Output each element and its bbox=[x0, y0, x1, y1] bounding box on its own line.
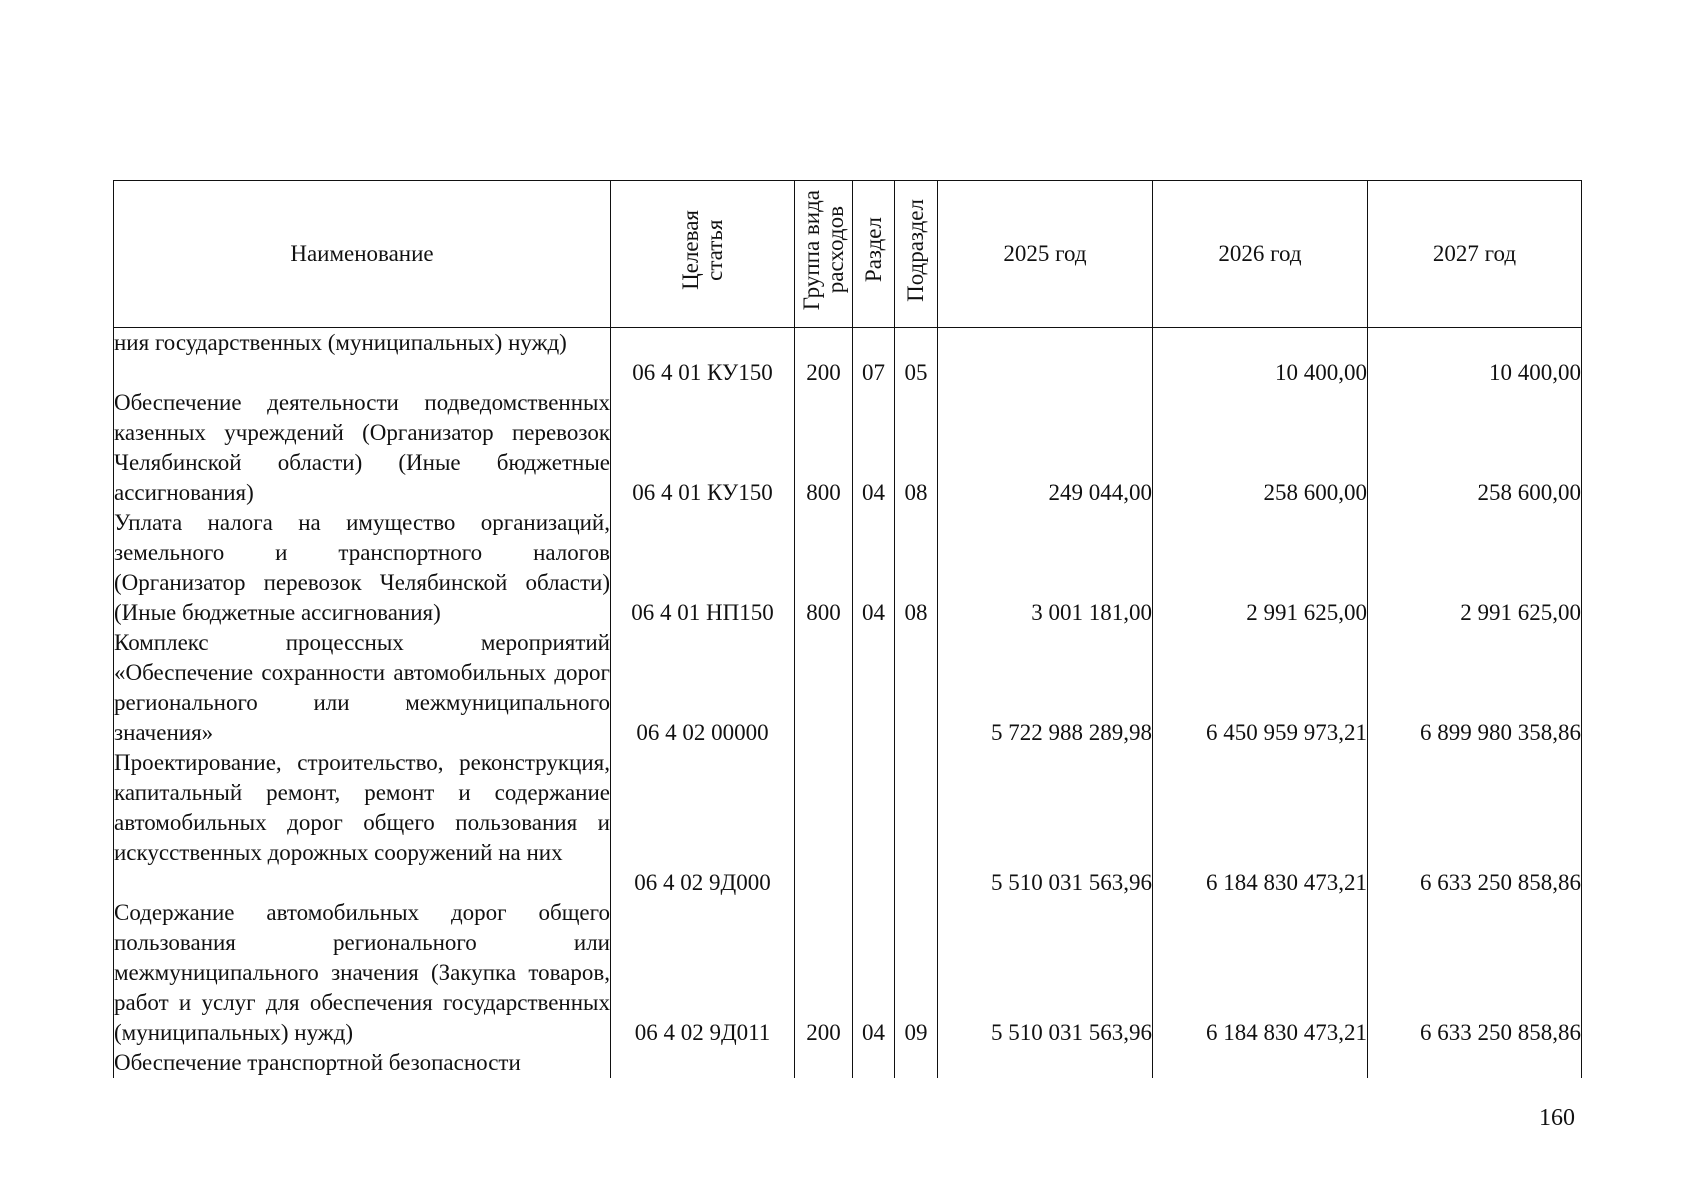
header-2025-text: 2025 год bbox=[1003, 241, 1087, 266]
header-target-article bbox=[611, 181, 795, 328]
header-row bbox=[114, 181, 1582, 328]
row-amount-2026-cell: 258 600,00 bbox=[1153, 388, 1368, 508]
header-expense-group-text bbox=[800, 190, 848, 310]
header-subsection bbox=[895, 181, 938, 328]
header-section bbox=[853, 181, 895, 328]
row-amount-2026-cell: 6 450 959 973,21 bbox=[1153, 628, 1368, 748]
header-subsection-text: Подраздел bbox=[903, 198, 928, 302]
header-target-line2: статья bbox=[701, 219, 727, 281]
row-amount-2027-cell: 6 899 980 358,86 bbox=[1368, 628, 1582, 748]
table-row bbox=[114, 508, 1582, 628]
row-target-article-cell: 06 4 02 9Д011 bbox=[611, 898, 795, 1048]
row-subsection-cell bbox=[895, 748, 938, 898]
row-amount-2025-cell: 5 510 031 563,96 bbox=[938, 748, 1153, 898]
row-subsection-cell: 08 bbox=[895, 388, 938, 508]
header-target-article-text bbox=[679, 210, 727, 290]
row-expense-group-cell: 200 bbox=[795, 328, 853, 388]
row-subsection-cell: 05 bbox=[895, 328, 938, 388]
row-subsection-cell: 09 bbox=[895, 898, 938, 1048]
row-amount-2025-cell: 5 510 031 563,96 bbox=[938, 898, 1153, 1048]
row-target-article-cell: 06 4 01 КУ150 bbox=[611, 388, 795, 508]
row-expense-group-cell: 800 bbox=[795, 388, 853, 508]
row-expense-group-cell bbox=[795, 1048, 853, 1078]
row-name-cell: Содержание автомобильных дорог общего пользования регионального или межмуниципального значения (Закупка товаров, работ и услуг для обеспечения государственных (муниципальных) нужд) bbox=[114, 898, 611, 1048]
row-amount-2026-cell: 2 991 625,00 bbox=[1153, 508, 1368, 628]
row-target-article-cell: 06 4 02 00000 bbox=[611, 628, 795, 748]
header-group-line1: Группа вида bbox=[798, 189, 824, 311]
row-expense-group-cell bbox=[795, 748, 853, 898]
header-2026-text: 2026 год bbox=[1218, 241, 1302, 266]
row-target-article-cell: 06 4 01 НП150 bbox=[611, 508, 795, 628]
row-amount-2026-cell: 10 400,00 bbox=[1153, 328, 1368, 388]
row-section-cell bbox=[853, 628, 895, 748]
budget-table bbox=[113, 180, 1582, 1078]
row-amount-2027-cell: 6 633 250 858,86 bbox=[1368, 748, 1582, 898]
row-amount-2025-cell bbox=[938, 1048, 1153, 1078]
row-expense-group-cell: 200 bbox=[795, 898, 853, 1048]
table-row bbox=[114, 748, 1582, 898]
row-section-cell bbox=[853, 748, 895, 898]
table-row bbox=[114, 1048, 1582, 1078]
row-expense-group-cell bbox=[795, 628, 853, 748]
row-target-article-cell bbox=[611, 1048, 795, 1078]
row-expense-group-cell: 800 bbox=[795, 508, 853, 628]
header-target-line1: Целевая bbox=[677, 210, 703, 290]
table-row bbox=[114, 388, 1582, 508]
row-name-cell: Обеспечение транспортной безопасности bbox=[114, 1048, 611, 1078]
row-name-cell: Обеспечение деятельности подведомственных казенных учреждений (Организатор перевозок Челябинской области) (Иные бюджетные ассигнования) bbox=[114, 388, 611, 508]
table-row bbox=[114, 898, 1582, 1048]
row-amount-2025-cell: 249 044,00 bbox=[938, 388, 1153, 508]
row-subsection-cell: 08 bbox=[895, 508, 938, 628]
row-name-cell: Комплекс процессных мероприятий «Обеспечение сохранности автомобильных дорог регионального или межмуниципального значения» bbox=[114, 628, 611, 748]
header-2025 bbox=[938, 181, 1153, 328]
row-subsection-cell bbox=[895, 1048, 938, 1078]
table-row bbox=[114, 628, 1582, 748]
table-row bbox=[114, 328, 1582, 388]
row-amount-2027-cell: 2 991 625,00 bbox=[1368, 508, 1582, 628]
row-target-article-cell: 06 4 01 КУ150 bbox=[611, 328, 795, 388]
row-amount-2027-cell: 258 600,00 bbox=[1368, 388, 1582, 508]
row-amount-2025-cell: 3 001 181,00 bbox=[938, 508, 1153, 628]
row-name-cell: Проектирование, строительство, реконструкция, капитальный ремонт, ремонт и содержание автомобильных дорог общего пользования и искусственных дорожных сооружений на них bbox=[114, 748, 611, 898]
row-section-cell: 04 bbox=[853, 508, 895, 628]
row-amount-2025-cell: 5 722 988 289,98 bbox=[938, 628, 1153, 748]
row-section-cell: 07 bbox=[853, 328, 895, 388]
header-name-text: Наименование bbox=[290, 241, 434, 266]
header-2027-text: 2027 год bbox=[1432, 241, 1517, 266]
row-section-cell bbox=[853, 1048, 895, 1078]
page-number: 160 bbox=[1539, 1105, 1575, 1131]
row-amount-2027-cell: 10 400,00 bbox=[1368, 328, 1582, 388]
row-name-cell: Уплата налога на имущество организаций, земельного и транспортного налогов (Организатор перевозок Челябинской области) (Иные бюджетные ассигнования) bbox=[114, 508, 611, 628]
row-amount-2027-cell: 6 633 250 858,86 bbox=[1368, 898, 1582, 1048]
row-subsection-cell bbox=[895, 628, 938, 748]
row-amount-2026-cell bbox=[1153, 1048, 1368, 1078]
row-section-cell: 04 bbox=[853, 388, 895, 508]
table-body bbox=[114, 328, 1582, 1078]
row-amount-2026-cell: 6 184 830 473,21 bbox=[1153, 748, 1368, 898]
header-section-text: Раздел bbox=[860, 217, 886, 283]
row-target-article-cell: 06 4 02 9Д000 bbox=[611, 748, 795, 898]
header-name bbox=[114, 181, 611, 328]
header-expense-group bbox=[795, 181, 853, 328]
row-amount-2027-cell bbox=[1368, 1048, 1582, 1078]
row-name-cell: ния государственных (муниципальных) нужд) bbox=[114, 328, 611, 388]
row-amount-2025-cell bbox=[938, 328, 1153, 388]
row-section-cell: 04 bbox=[853, 898, 895, 1048]
row-amount-2026-cell: 6 184 830 473,21 bbox=[1153, 898, 1368, 1048]
header-group-line2: расходов bbox=[822, 206, 848, 294]
header-2026 bbox=[1153, 181, 1368, 328]
header-2027 bbox=[1368, 181, 1582, 328]
